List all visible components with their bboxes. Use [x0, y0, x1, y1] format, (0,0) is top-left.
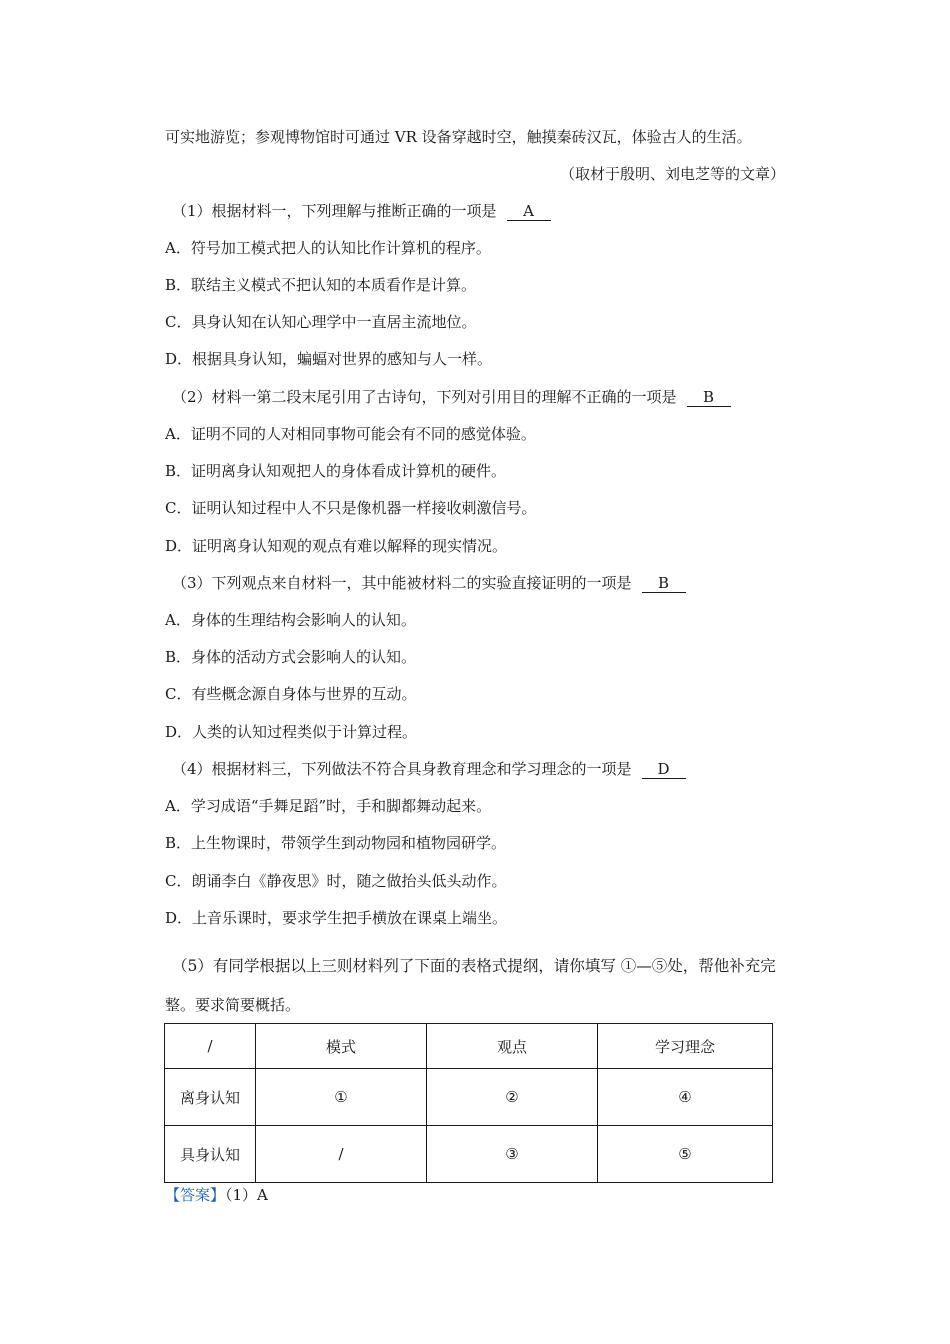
question-4 — [172, 759, 686, 779]
option: D．证明离身认知观的观点有难以解释的现实情况。 — [165, 537, 508, 555]
question-stem: （3）下列观点来自材料一，其中能被材料二的实验直接证明的一项是 — [172, 574, 632, 592]
table-row — [165, 1069, 773, 1126]
table-row — [165, 1126, 773, 1183]
option: B．上生物课时，带领学生到动物园和植物园研学。 — [165, 834, 507, 852]
option: C．朗诵李白《静夜思》时，随之做抬头低头动作。 — [165, 872, 507, 890]
question-2 — [172, 387, 731, 407]
answer-blank: B — [642, 574, 686, 593]
answer-blank: A — [507, 202, 551, 221]
table-cell: ④ — [598, 1069, 773, 1126]
table-cell: ① — [256, 1069, 427, 1126]
question-1 — [172, 201, 551, 221]
option: A．身体的生理结构会影响人的认知。 — [165, 611, 416, 629]
question-5-line-2: 整。要求简要概括。 — [165, 996, 301, 1014]
option: A．符号加工模式把人的认知比作计算机的程序。 — [165, 239, 491, 257]
table-cell: 具身认知 — [165, 1126, 256, 1183]
table-cell: / — [256, 1126, 427, 1183]
source-citation: （取材于殷明、刘电芝等的文章） — [560, 165, 786, 183]
option: C．有些概念源自身体与世界的互动。 — [165, 685, 417, 703]
option: C．具身认知在认知心理学中一直居主流地位。 — [165, 313, 477, 331]
option: B．身体的活动方式会影响人的认知。 — [165, 648, 417, 666]
question-5-line-1: （5）有同学根据以上三则材料列了下面的表格式提纲，请你填写 ①—⑤处，帮他补充完 — [172, 957, 776, 975]
option: B．联结主义模式不把认知的本质看作是计算。 — [165, 276, 477, 294]
intro-text: 可实地游览；参观博物馆时可通过 VR 设备穿越时空，触摸秦砖汉瓦，体验古人的生活。 — [165, 128, 752, 146]
table-cell: 离身认知 — [165, 1069, 256, 1126]
table-cell: ② — [427, 1069, 598, 1126]
answer-blank: D — [642, 760, 686, 779]
option: A．证明不同的人对相同事物可能会有不同的感觉体验。 — [165, 425, 536, 443]
option: D．根据具身认知，蝙蝠对世界的感知与人一样。 — [165, 350, 493, 368]
question-stem: （1）根据材料一，下列理解与推断正确的一项是 — [172, 202, 497, 220]
table-header-cell: 观点 — [427, 1024, 598, 1069]
table-header-row — [165, 1024, 773, 1069]
option: D．上音乐课时，要求学生把手横放在课桌上端坐。 — [165, 909, 508, 927]
answer-line — [165, 1185, 268, 1205]
option: C．证明认知过程中人不只是像机器一样接收刺激信号。 — [165, 499, 537, 517]
question-3 — [172, 573, 686, 593]
question-stem: （4）根据材料三，下列做法不符合具身教育理念和学习理念的一项是 — [172, 760, 632, 778]
table-cell: ⑤ — [598, 1126, 773, 1183]
question-stem: （2）材料一第二段末尾引用了古诗句，下列对引用目的理解不正确的一项是 — [172, 388, 677, 406]
answer-text: （1）A — [225, 1186, 268, 1204]
answer-blank: B — [687, 388, 731, 407]
answer-label: 【答案】 — [165, 1186, 226, 1204]
option: B．证明离身认知观把人的身体看成计算机的硬件。 — [165, 462, 507, 480]
table-header-cell: 模式 — [256, 1024, 427, 1069]
table-cell: ③ — [427, 1126, 598, 1183]
option: A．学习成语“手舞足蹈”时，手和脚都舞动起来。 — [165, 797, 492, 815]
outline-table — [164, 1023, 773, 1183]
option: D．人类的认知过程类似于计算过程。 — [165, 723, 418, 741]
table-header-cell: 学习理念 — [598, 1024, 773, 1069]
table-header-cell: / — [165, 1024, 256, 1069]
